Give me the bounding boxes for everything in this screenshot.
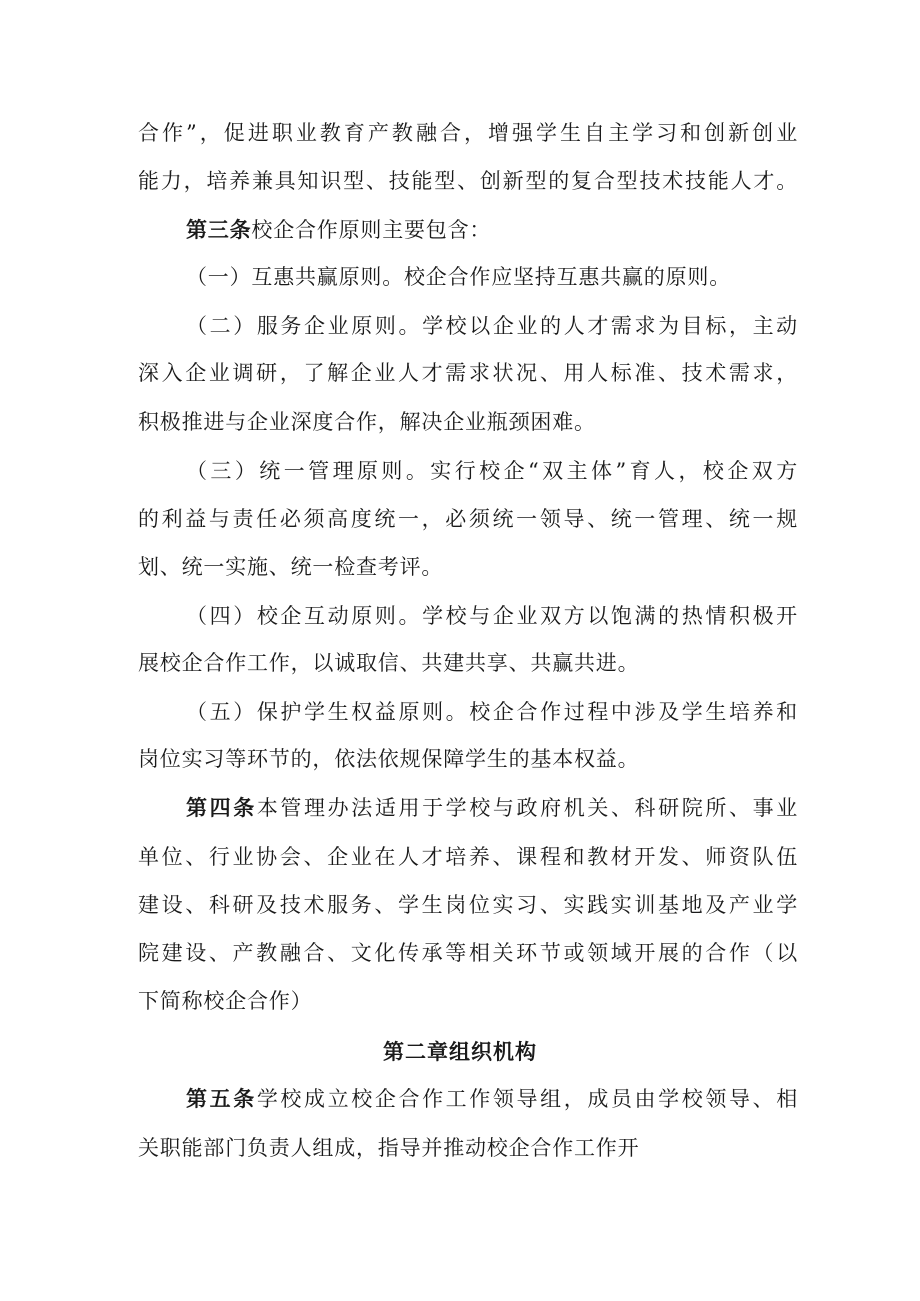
article-5-line [186,1084,798,1114]
article-4-line [186,793,798,823]
article-text: 校企合作原则主要包含： [251,218,492,242]
article-label: 第四条 [186,795,257,820]
paragraph-line: 岗位实习等环节的，依法依规保障学生的基本权益。 [138,747,640,771]
paragraph-line: 合作”，促进职业教育产教融合，增强学生自主学习和创新创业 [138,121,798,145]
paragraph-line: 划、统一实施、统一检查考评。 [138,555,444,579]
article-3-line [186,215,798,245]
article-label: 第三条 [186,217,252,242]
paragraph-line: 关职能部门负责人组成，指导并推动校企合作工作开 [138,1136,640,1160]
principle-2-line: （二）服务企业原则。学校以企业的人才需求为目标，主动 [186,314,798,338]
paragraph-line: 单位、行业协会、企业在人才培养、课程和教材开发、师资队伍 [138,845,798,869]
paragraph-line: 建设、科研及技术服务、学生岗位实习、实践实训基地及产业学 [138,893,798,917]
chapter-heading: 第二章组织机构 [383,1039,537,1064]
paragraph-line: 展校企合作工作，以诚取信、共建共享、共赢共进。 [138,651,640,675]
paragraph-line: 的利益与责任必须高度统一，必须统一领导、统一管理、统一规 [138,507,798,531]
paragraph-line: 深入企业调研，了解企业人才需求状况、用人标准、技术需求， [138,361,798,385]
paragraph-line: 下简称校企合作） [138,989,313,1013]
principle-3-line: （三）统一管理原则。实行校企“双主体”育人，校企双方 [186,459,798,483]
principle-1-line: （一）互惠共赢原则。校企合作应坚持互惠共赢的原则。 [186,265,731,289]
paragraph-line: 积极推进与企业深度合作，解决企业瓶颈困难。 [138,410,596,434]
article-label: 第五条 [186,1086,257,1111]
paragraph-line: 能力，培养兼具知识型、技能型、创新型的复合型技术技能人才。 [138,169,798,193]
principle-5-line: （五）保护学生权益原则。校企合作过程中涉及学生培养和 [186,700,798,724]
article-text: 本管理办法适用于学校与政府机关、科研院所、事业 [256,796,798,820]
paragraph-line: 院建设、产教融合、文化传承等相关环节或领域开展的合作（以 [138,941,798,965]
article-text: 学校成立校企合作工作领导组，成员由学校领导、相 [256,1087,798,1111]
principle-4-line: （四）校企互动原则。学校与企业双方以饱满的热情积极开 [186,604,798,628]
